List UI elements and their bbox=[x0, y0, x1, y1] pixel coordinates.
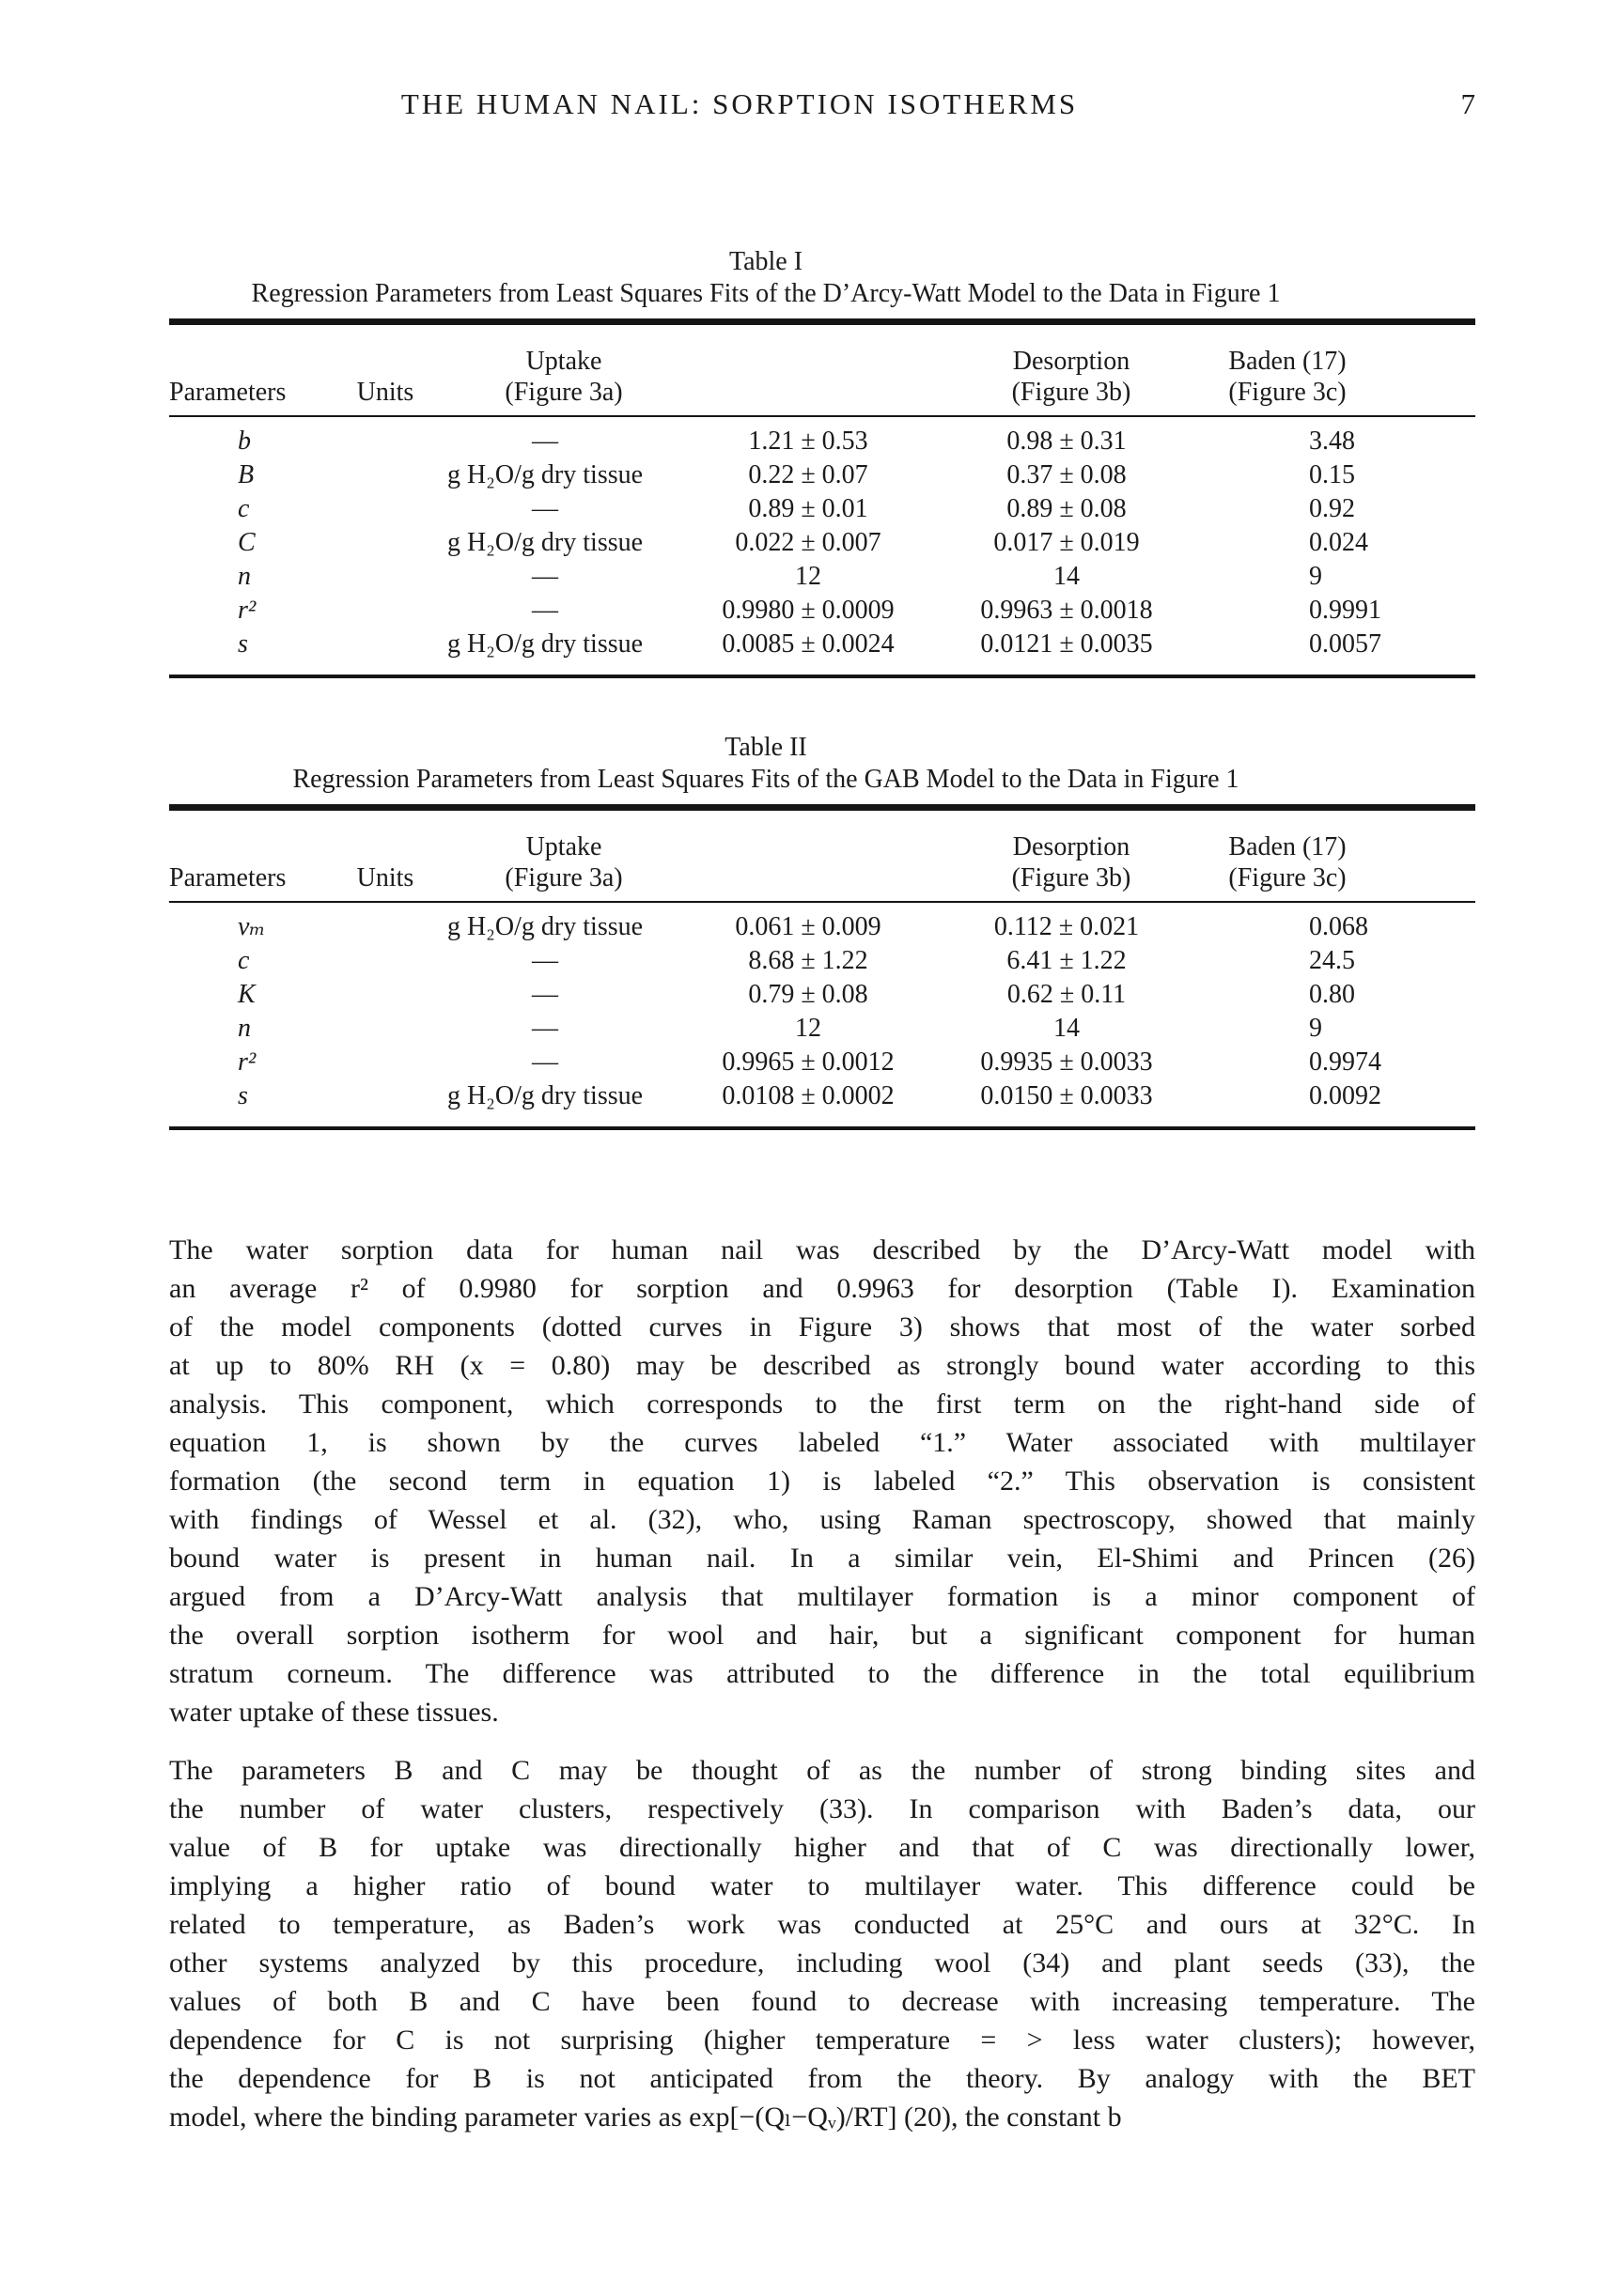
table-row bbox=[169, 978, 1475, 1012]
cell-baden: 0.0057 bbox=[1309, 629, 1381, 659]
paragraph-line: analysis. This component, which corresponds to the first term on the right-hand side of bbox=[169, 1388, 1475, 1419]
cell-uptake: 0.79 ± 0.08 bbox=[748, 980, 868, 1009]
paragraph-line: values of both B and C have been found to decrease with increasing temperature. The bbox=[169, 1986, 1475, 2017]
cell-parameter: K bbox=[238, 980, 256, 1009]
table-1-header-row bbox=[169, 325, 1475, 417]
cell-uptake: 0.0085 ± 0.0024 bbox=[722, 629, 895, 659]
cell-units: g H₂O/g dry tissue bbox=[446, 528, 644, 557]
cell-uptake: 0.9965 ± 0.0012 bbox=[722, 1047, 895, 1077]
table-row bbox=[169, 526, 1475, 560]
cell-desorption: 0.0150 ± 0.0033 bbox=[980, 1081, 1153, 1110]
paragraph-line: dependence for C is not surprising (higher temperature = > less water clusters); however, bbox=[169, 2025, 1475, 2056]
cell-uptake: 0.022 ± 0.007 bbox=[735, 528, 881, 557]
table-row bbox=[169, 594, 1475, 628]
cell-parameter: n bbox=[238, 1014, 251, 1043]
cell-units: — bbox=[532, 494, 558, 523]
cell-baden: 9 bbox=[1309, 1014, 1322, 1043]
cell-baden: 3.48 bbox=[1309, 427, 1355, 456]
table-2-body bbox=[169, 903, 1475, 1126]
column-header-baden: Baden (17) (Figure 3c) bbox=[1228, 832, 1347, 892]
paragraph-line: other systems analyzed by this procedure, including wool (34) and plant seeds (33), the bbox=[169, 1947, 1475, 1978]
paragraph-line: value of B for uptake was directionally higher and that of C was directionally lower, bbox=[169, 1832, 1475, 1863]
cell-parameter: n bbox=[238, 562, 251, 591]
paragraph-2 bbox=[169, 1751, 1475, 2136]
cell-baden: 0.9974 bbox=[1309, 1047, 1381, 1077]
paragraph-line: of the model components (dotted curves in Figure 3) shows that most of the water sorbed bbox=[169, 1311, 1475, 1342]
table-row bbox=[169, 1012, 1475, 1046]
paragraph-line: with findings of Wessel et al. (32), who, using Raman spectroscopy, showed that mainly bbox=[169, 1504, 1475, 1535]
table-2-grid bbox=[169, 804, 1475, 1130]
table-row bbox=[169, 1079, 1475, 1113]
cell-uptake: 8.68 ± 1.22 bbox=[748, 946, 868, 975]
table-row bbox=[169, 910, 1475, 944]
cell-uptake: 0.22 ± 0.07 bbox=[748, 460, 868, 489]
cell-uptake: 0.9980 ± 0.0009 bbox=[722, 596, 895, 625]
table-2-caption: Regression Parameters from Least Squares Fits of the GAB Model to the Data in Figure 1 bbox=[292, 765, 1239, 794]
cell-desorption: 6.41 ± 1.22 bbox=[1006, 946, 1127, 975]
cell-baden: 9 bbox=[1309, 562, 1322, 591]
table-1-title: Table I bbox=[728, 247, 803, 276]
cell-baden: 0.80 bbox=[1309, 980, 1355, 1009]
paragraph-1 bbox=[169, 1231, 1475, 1731]
cell-baden: 0.0092 bbox=[1309, 1081, 1381, 1110]
cell-uptake: 1.21 ± 0.53 bbox=[748, 427, 868, 456]
cell-baden: 0.92 bbox=[1309, 494, 1355, 523]
cell-uptake: 0.89 ± 0.01 bbox=[748, 494, 868, 523]
cell-parameter: s bbox=[238, 1081, 248, 1110]
table-2-title: Table II bbox=[725, 733, 807, 762]
paragraph-line: The water sorption data for human nail was described by the D’Arcy-Watt model with bbox=[169, 1234, 1475, 1265]
paragraph-line: The parameters B and C may be thought of as the number of strong binding sites and bbox=[169, 1755, 1475, 1786]
column-header-units: Units bbox=[356, 863, 414, 892]
cell-desorption: 0.37 ± 0.08 bbox=[1006, 460, 1127, 489]
cell-parameter: vₘ bbox=[238, 912, 266, 941]
cell-uptake: 0.061 ± 0.009 bbox=[735, 912, 881, 941]
cell-parameter: r² bbox=[238, 596, 257, 625]
cell-units: g H₂O/g dry tissue bbox=[446, 1081, 644, 1110]
paragraph-line: the overall sorption isotherm for wool and hair, but a significant component for human bbox=[169, 1620, 1475, 1651]
page-number: 7 bbox=[1460, 87, 1475, 120]
column-header-baden: Baden (17) (Figure 3c) bbox=[1228, 347, 1347, 407]
table-2-header-row bbox=[169, 811, 1475, 903]
column-header-parameters: Parameters bbox=[169, 863, 287, 892]
cell-parameter: B bbox=[238, 460, 255, 489]
paragraph-line: model, where the binding parameter varies as exp[−(Qₗ−Qᵥ)/RT] (20), the constant b bbox=[169, 2102, 1122, 2133]
table-row bbox=[169, 458, 1475, 492]
paragraph-line: stratum corneum. The difference was attributed to the difference in the total equilibrium bbox=[169, 1658, 1475, 1689]
cell-desorption: 0.9963 ± 0.0018 bbox=[980, 596, 1153, 625]
cell-uptake: 12 bbox=[795, 562, 821, 591]
table-1-body bbox=[169, 417, 1475, 675]
paragraph-line: equation 1, is shown by the curves labeled “1.” Water associated with multilayer bbox=[169, 1427, 1475, 1458]
cell-desorption: 0.89 ± 0.08 bbox=[1006, 494, 1127, 523]
table-row bbox=[169, 492, 1475, 526]
cell-desorption: 14 bbox=[1053, 562, 1080, 591]
cell-baden: 0.024 bbox=[1309, 528, 1368, 557]
cell-units: g H₂O/g dry tissue bbox=[446, 629, 644, 659]
column-header-desorption: Desorption (Figure 3b) bbox=[1011, 347, 1131, 407]
cell-uptake: 0.0108 ± 0.0002 bbox=[722, 1081, 895, 1110]
cell-parameter: r² bbox=[238, 1047, 257, 1077]
cell-baden: 24.5 bbox=[1309, 946, 1355, 975]
paragraph-line: related to temperature, as Baden’s work was conducted at 25°C and ours at 32°C. In bbox=[169, 1909, 1475, 1940]
cell-desorption: 0.62 ± 0.11 bbox=[1006, 980, 1127, 1009]
cell-units: — bbox=[532, 946, 558, 975]
cell-units: — bbox=[532, 980, 558, 1009]
cell-units: g H₂O/g dry tissue bbox=[446, 912, 644, 941]
cell-units: — bbox=[532, 1014, 558, 1043]
table-row bbox=[169, 560, 1475, 594]
paragraph-line: argued from a D’Arcy-Watt analysis that multilayer formation is a minor component of bbox=[169, 1581, 1475, 1612]
table-row bbox=[169, 944, 1475, 978]
cell-parameter: s bbox=[238, 629, 248, 659]
cell-desorption: 0.9935 ± 0.0033 bbox=[980, 1047, 1153, 1077]
cell-units: g H₂O/g dry tissue bbox=[446, 460, 644, 489]
cell-desorption: 0.0121 ± 0.0035 bbox=[980, 629, 1153, 659]
table-1 bbox=[169, 247, 1475, 678]
cell-desorption: 0.017 ± 0.019 bbox=[993, 528, 1140, 557]
table-1-caption: Regression Parameters from Least Squares Fits of the D’Arcy-Watt Model to the Data in Figure 1 bbox=[251, 279, 1281, 308]
table-1-grid bbox=[169, 318, 1475, 678]
cell-parameter: C bbox=[238, 528, 256, 557]
cell-baden: 0.9991 bbox=[1309, 596, 1381, 625]
cell-parameter: b bbox=[238, 427, 251, 456]
paragraph-line: the dependence for B is not anticipated from the theory. By analogy with the BET bbox=[169, 2063, 1475, 2094]
running-head: THE HUMAN NAIL: SORPTION ISOTHERMS bbox=[400, 87, 1079, 120]
paragraph-line: formation (the second term in equation 1) is labeled “2.” This observation is consistent bbox=[169, 1466, 1475, 1497]
table-2 bbox=[169, 733, 1475, 1130]
cell-units: — bbox=[532, 427, 558, 456]
column-header-uptake: Uptake (Figure 3a) bbox=[505, 832, 623, 892]
table-row bbox=[169, 628, 1475, 661]
paragraph-line: the number of water clusters, respectively (33). In comparison with Baden’s data, our bbox=[169, 1793, 1475, 1824]
table-row bbox=[169, 425, 1475, 458]
column-header-desorption: Desorption (Figure 3b) bbox=[1011, 832, 1131, 892]
cell-baden: 0.15 bbox=[1309, 460, 1355, 489]
cell-parameter: c bbox=[238, 946, 250, 975]
column-header-uptake: Uptake (Figure 3a) bbox=[505, 347, 623, 407]
cell-uptake: 12 bbox=[795, 1014, 821, 1043]
paragraph-line: bound water is present in human nail. In a similar vein, El-Shimi and Princen (26) bbox=[169, 1543, 1475, 1574]
table-row bbox=[169, 1046, 1475, 1079]
cell-desorption: 14 bbox=[1053, 1014, 1080, 1043]
cell-units: — bbox=[532, 562, 558, 591]
cell-desorption: 0.112 ± 0.021 bbox=[993, 912, 1140, 941]
paragraph-line: at up to 80% RH (x = 0.80) may be described as strongly bound water according to this bbox=[169, 1350, 1475, 1381]
column-header-parameters: Parameters bbox=[169, 378, 287, 407]
cell-desorption: 0.98 ± 0.31 bbox=[1006, 427, 1127, 456]
cell-baden: 0.068 bbox=[1309, 912, 1368, 941]
text-block bbox=[169, 0, 1475, 2136]
column-header-units: Units bbox=[356, 378, 414, 407]
cell-units: — bbox=[532, 596, 558, 625]
paragraph-line: water uptake of these tissues. bbox=[169, 1697, 499, 1728]
paragraph-line: an average r² of 0.9980 for sorption and 0.9963 for desorption (Table I). Examination bbox=[169, 1273, 1475, 1304]
cell-units: — bbox=[532, 1047, 558, 1077]
cell-parameter: c bbox=[238, 494, 250, 523]
paragraph-line: implying a higher ratio of bound water to multilayer water. This difference could be bbox=[169, 1870, 1475, 1901]
